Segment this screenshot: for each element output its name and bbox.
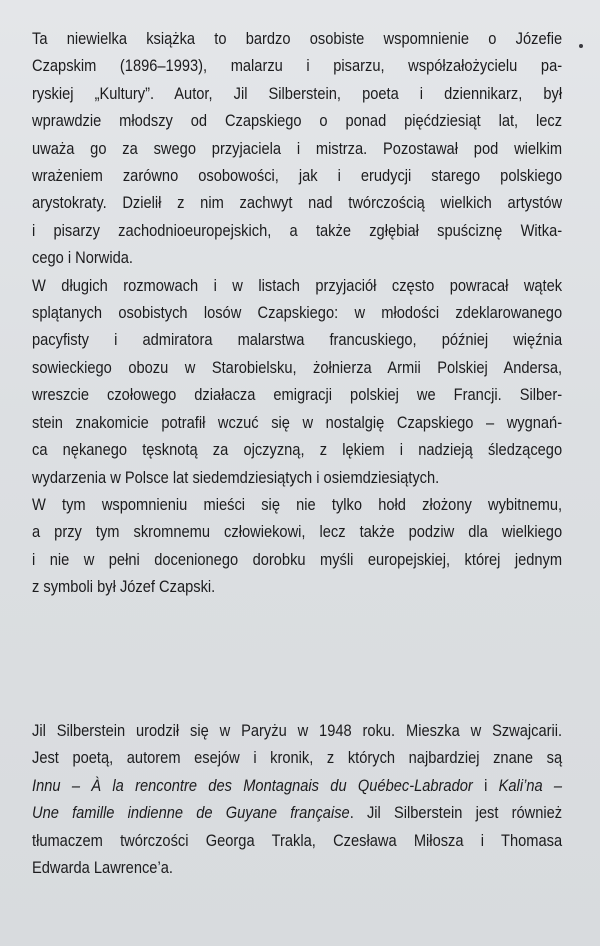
bio-line <box>32 773 562 800</box>
book-title-kalina: Kali’na – <box>498 776 563 795</box>
description-line: wprawdzie młodszy od Czapskiego o ponad pięćdziesiąt lat, lecz <box>32 112 563 131</box>
bio-line: tłumaczem twórczości Georga Trakla, Czesława Miłosza i Thomasa <box>32 831 563 850</box>
description-line: Ta niewielka książka to bardzo osobiste wspomnienie o Józefie <box>32 30 563 48</box>
description-line: W tym wspomnieniu mieści się nie tylko hołd złożony wybitnemu, <box>32 495 563 514</box>
bio-text: i <box>472 776 499 795</box>
description-line: splątanych osobistych losów Czapskiego: w młodości zdeklarowanego <box>32 304 563 323</box>
description-line: cego i Norwida. <box>32 249 133 268</box>
description-line: pacyfisty i admiratora malarstwa francuskiego, później więźnia <box>32 331 563 350</box>
book-title-kalina-subtitle: Une famille indienne de Guyane française <box>32 804 350 823</box>
bio-line: Jil Silberstein urodził się w Paryżu w 1948 roku. Mieszka w Szwajcarii. <box>32 722 563 740</box>
description-line: uważa go za swego przyjaciela i mistrza. Pozostawał pod wielkim <box>32 139 563 158</box>
description-line: wrażeniem zarówno osobowości, jak i erudycji starego polskiego <box>32 167 563 186</box>
description-line: i pisarzy zachodnioeuropejskich, a także zgłębiał spuściznę Witka- <box>32 221 563 240</box>
book-description <box>32 26 562 602</box>
description-line: z symboli był Józef Czapski. <box>32 578 216 597</box>
bio-text: . Jil Silberstein jest również <box>349 804 563 823</box>
bio-line: Jest poetą, autorem esejów i kronik, z których najbardziej znane są <box>32 749 563 768</box>
print-dot-mark <box>579 44 583 48</box>
description-line: W długich rozmowach i w listach przyjaciół często powracał wątek <box>32 276 563 295</box>
description-line: stein znakomicie potrafił wczuć się w nostalgię Czapskiego – wygnań- <box>32 413 563 432</box>
description-line: arystokraty. Dzielił z nim zachwyt nad twórczością wielkich artystów <box>32 194 563 213</box>
bio-line <box>32 800 562 827</box>
description-line: Czapskim (1896–1993), malarzu i pisarzu, współzałożycielu pa- <box>32 57 563 76</box>
description-line: i nie w pełni docenionego dorobku myśli europejskiej, której jednym <box>32 550 563 569</box>
description-line: ryskiej „Kultury”. Autor, Jil Silberstein, poeta i dziennikarz, był <box>32 84 563 103</box>
description-line: ca nękanego tęsknotą za ojczyzną, z lękiem i nadzieją śledzącego <box>32 441 563 460</box>
description-line: a przy tym skromnemu człowiekowi, lecz także podziw dla wielkiego <box>32 523 563 542</box>
bio-line: Edwarda Lawrence’a. <box>32 859 173 878</box>
description-line: wydarzenia w Polsce lat siedemdziesiątych i osiemdziesiątych. <box>32 468 440 487</box>
description-line: sowieckiego obozu w Starobielsku, żołnierza Armii Polskiej Andersa, <box>32 358 563 377</box>
description-line: wreszcie czołowego działacza emigracji polskiej we Francji. Silber- <box>32 386 563 405</box>
author-bio <box>32 718 562 882</box>
book-title-innu: Innu – À la rencontre des Montagnais du Québec-Labrador <box>32 776 473 795</box>
